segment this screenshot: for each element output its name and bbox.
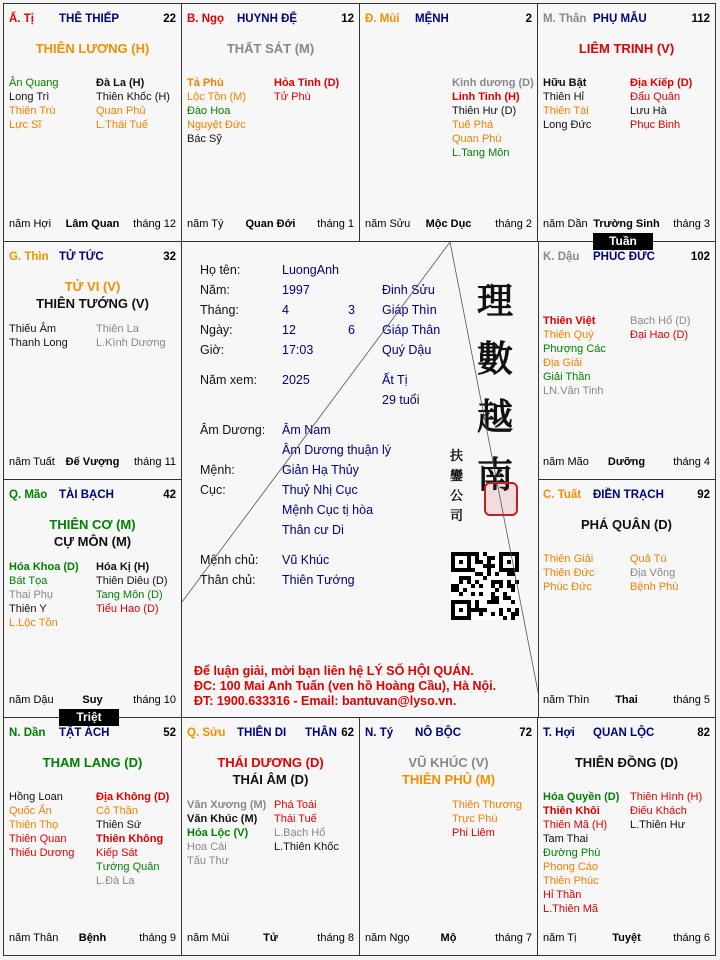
palace-branch: Q. Sửu (187, 727, 226, 739)
palace-header (543, 13, 710, 27)
palace-age-number: 112 (691, 13, 710, 25)
footer-month: tháng 11 (133, 456, 176, 468)
minor-star: L.Thiên Khốc (274, 841, 339, 853)
palace-house-name: ĐIỀN TRẠCH (593, 489, 664, 501)
palace-age-number: 42 (163, 489, 176, 501)
minor-star: Hỉ Thần (543, 889, 582, 901)
info-month-cc: Giáp Thìn (382, 303, 437, 317)
main-star: THIÊN LƯƠNG (H) (35, 41, 150, 56)
footer-month: tháng 9 (139, 932, 176, 944)
logo-char: 數 (476, 338, 513, 380)
minor-star: Thiên Hỉ (543, 91, 584, 103)
footer-phase: Quan Đới (245, 218, 296, 230)
palace-header (543, 489, 710, 503)
minor-star: Tam Thai (543, 833, 589, 845)
palace-age-number: 62 (341, 727, 354, 739)
footer-month: tháng 1 (317, 218, 354, 230)
footer-month: tháng 3 (673, 218, 710, 230)
info-hour: 17:03 (282, 343, 314, 357)
minor-star: Thiếu Dương (9, 847, 75, 859)
minor-stars-left (543, 76, 631, 132)
palace-branch: N. Dần (9, 727, 46, 739)
info-name-label: Họ tên: (200, 263, 241, 277)
minor-star: Hỏa Tinh (D) (274, 77, 340, 89)
palace-header (9, 13, 176, 27)
footer-year: năm Tý (187, 218, 224, 230)
palace-branch: G. Thìn (9, 251, 49, 263)
palace-header (9, 251, 176, 265)
logo-side-char: 司 (450, 509, 464, 524)
palace-suu[interactable] (181, 717, 360, 956)
footer-year: năm Mùi (187, 932, 230, 944)
palace-ty[interactable] (3, 3, 182, 242)
info-cuc-label: Cục: (200, 483, 226, 497)
info-menhchu: Vũ Khúc (282, 553, 330, 567)
info-view-cc: Ất Tị (382, 373, 408, 387)
minor-star: Bạch Hổ (D) (630, 315, 691, 327)
minor-star: Địa Kiếp (D) (630, 77, 693, 89)
main-stars (182, 40, 359, 57)
main-star: LIÊM TRINH (V) (578, 41, 675, 56)
minor-star: Phượng Các (543, 343, 606, 355)
footer-year: năm Dậu (9, 694, 54, 706)
minor-star: Phục Binh (630, 119, 681, 131)
palace-age-number: 52 (163, 727, 176, 739)
footer-year: năm Thìn (543, 694, 590, 706)
info-menh-label: Mệnh: (200, 463, 235, 477)
main-star: TỬ VI (V) (64, 279, 121, 294)
minor-star: L.Thiên Mã (543, 903, 599, 915)
info-day: 12 (282, 323, 296, 337)
minor-star: Văn Khúc (M) (187, 813, 258, 825)
minor-stars-right (630, 552, 716, 594)
footer-month: tháng 6 (673, 932, 710, 944)
minor-star: Tả Phù (187, 77, 224, 89)
palace-age-number: 102 (690, 251, 710, 263)
minor-stars-left (9, 322, 97, 350)
logo-char: 越 (476, 396, 513, 438)
palace-age-number: 32 (163, 251, 176, 263)
info-hour-label: Giờ: (200, 343, 225, 357)
info-month-label: Tháng: (200, 303, 239, 317)
palace-footer (9, 932, 176, 946)
main-star: CỰ MÔN (M) (53, 534, 132, 549)
palace-footer (187, 932, 354, 946)
logo-char: 南 (476, 454, 513, 496)
info-amduong-label: Âm Dương: (200, 423, 266, 437)
main-stars (538, 754, 715, 771)
contact-line: ĐT: 1900.633316 - Email: bantuvan@lyso.vn. (194, 694, 457, 708)
minor-star: Đà La (H) (96, 77, 145, 89)
minor-star: Hoa Cái (187, 841, 227, 853)
minor-star: Quan Phủ (96, 105, 146, 117)
minor-star: Đường Phù (543, 847, 601, 859)
palace-house-name: PHỤ MẪU (593, 13, 647, 25)
info-amduong: Âm Nam (282, 423, 331, 437)
footer-phase: Tử (263, 932, 278, 944)
palace-branch: K. Dậu (543, 251, 580, 263)
main-star: THIÊN PHỦ (M) (401, 772, 496, 787)
minor-star: Đẩu Quân (630, 91, 681, 103)
minor-star: Đào Hoa (187, 105, 231, 117)
footer-phase: Dưỡng (607, 456, 646, 468)
footer-year: năm Ngọ (365, 932, 410, 944)
minor-star: Thiên Sứ (96, 819, 142, 831)
palace-house-name: TẬT ÁCH (59, 727, 110, 739)
footer-year: năm Thân (9, 932, 59, 944)
than-marker: THÂN (305, 727, 337, 739)
palace-header (365, 13, 532, 27)
main-star: THIÊN ĐỒNG (D) (574, 755, 679, 770)
minor-star: Hữu Bật (543, 77, 587, 89)
minor-stars-left (9, 560, 97, 630)
minor-star: Lực Sĩ (9, 119, 42, 131)
main-star: THÁI DƯƠNG (D) (217, 755, 324, 770)
minor-star: Thiên Hình (H) (630, 791, 703, 803)
minor-star: Thiên Thương (452, 799, 523, 811)
minor-stars-right (452, 798, 538, 840)
minor-star: Hóa Kị (H) (96, 561, 150, 573)
tuan-marker: Tuần (593, 233, 653, 250)
logo-char: 理 (476, 280, 513, 322)
info-year-cc: Đinh Sửu (382, 283, 435, 297)
minor-star: Quả Tú (630, 553, 667, 565)
minor-star: Quan Phù (452, 133, 502, 145)
minor-star: L.Kình Dương (96, 337, 166, 349)
info-thanchu-label: Thân chủ: (200, 573, 256, 587)
palace-branch: Q. Mão (9, 489, 48, 501)
horoscope-chart (3, 3, 717, 957)
info-month-n: 3 (348, 303, 355, 317)
minor-star: Điếu Khách (630, 805, 687, 817)
minor-star: Thiên Đức (543, 567, 595, 579)
main-stars (4, 516, 181, 550)
minor-star: Tấu Thư (187, 855, 230, 867)
main-star: THIÊN TƯỚNG (V) (36, 296, 149, 311)
footer-month: tháng 5 (673, 694, 710, 706)
info-view-label: Năm xem: (200, 373, 257, 387)
minor-stars-right (630, 314, 716, 342)
minor-star: Kiếp Sát (96, 847, 138, 859)
minor-star: L.Lộc Tồn (9, 617, 58, 629)
palace-footer (187, 218, 354, 232)
minor-star: Linh Tinh (H) (452, 91, 520, 103)
palace-header (9, 489, 176, 503)
minor-star: Phi Liêm (452, 827, 495, 839)
info-hour-cc: Quý Dậu (382, 343, 432, 357)
minor-star: Đại Hao (D) (630, 329, 689, 341)
palace-footer (365, 218, 532, 232)
center-panel (181, 241, 539, 718)
footer-year: năm Tuất (9, 456, 55, 468)
footer-month: tháng 2 (495, 218, 532, 230)
main-star: VŨ KHÚC (V) (408, 755, 489, 770)
minor-star: Phong Cáo (543, 861, 599, 873)
minor-star: Thiên Quý (543, 329, 594, 341)
info-year-label: Năm: (200, 283, 230, 297)
minor-stars-left (543, 552, 631, 594)
info-view-year: 2025 (282, 373, 310, 387)
minor-stars-right (96, 76, 182, 132)
palace-header (187, 727, 354, 741)
palace-house-name: THÊ THIẾP (59, 13, 120, 25)
minor-stars-left (543, 314, 631, 398)
minor-star: Lộc Tồn (M) (187, 91, 247, 103)
minor-star: Thiên Hư (D) (452, 105, 517, 117)
palace-footer (365, 932, 532, 946)
info-cuc2: Mệnh Cục tị hòa (282, 503, 374, 517)
minor-star: Hóa Quyền (D) (543, 791, 620, 803)
minor-star: Hóa Khoa (D) (9, 561, 79, 573)
footer-phase: Mộ (440, 932, 457, 944)
minor-star: Tuế Phá (452, 119, 494, 131)
tam-hop-lines (182, 242, 539, 718)
palace-header (543, 727, 710, 741)
main-stars (538, 40, 715, 57)
minor-star: Thiên Thọ (9, 819, 59, 831)
minor-star: Tiểu Hao (D) (96, 603, 159, 615)
main-star: THAM LANG (D) (42, 755, 143, 770)
footer-year: năm Hợi (9, 218, 52, 230)
minor-star: Địa Giải (543, 357, 583, 369)
palace-age-number: 72 (519, 727, 532, 739)
minor-star: Thiên Việt (543, 315, 596, 327)
info-amduong2: Âm Dương thuận lý (282, 443, 391, 457)
footer-phase: Suy (82, 694, 103, 706)
minor-star: Thiên Khôi (543, 805, 600, 817)
minor-star: Phá Toái (274, 799, 317, 811)
palace-footer (543, 932, 710, 946)
minor-star: Thiếu Âm (9, 323, 57, 335)
minor-star: Giải Thần (543, 371, 591, 383)
info-day-cc: Giáp Thân (382, 323, 441, 337)
minor-stars-left (187, 798, 275, 868)
minor-star: Thiên Không (96, 833, 164, 845)
palace-house-name: NÔ BỘC (415, 727, 461, 739)
minor-star: Nguyệt Đức (187, 119, 246, 131)
palace-footer (9, 694, 176, 708)
minor-stars-right (274, 798, 360, 854)
palace-branch: M. Thân (543, 13, 587, 25)
minor-star: Thiên Khốc (H) (96, 91, 170, 103)
minor-star: Ân Quang (9, 77, 59, 89)
minor-star: Thiên Phúc (543, 875, 599, 887)
minor-star: Phúc Đức (543, 581, 592, 593)
palace-age-number: 22 (163, 13, 176, 25)
footer-month: tháng 7 (495, 932, 532, 944)
palace-branch: T. Hợi (543, 727, 575, 739)
palace-header (187, 13, 354, 27)
palace-thin[interactable] (3, 241, 182, 480)
minor-stars-right (630, 76, 716, 132)
logo-side-char: 公 (450, 489, 464, 504)
palace-header (365, 727, 532, 741)
minor-star: Bác Sỹ (187, 133, 222, 145)
minor-star: Thiên Tài (543, 105, 589, 117)
palace-branch: Đ. Mùi (365, 13, 400, 25)
minor-stars-left (187, 76, 275, 146)
footer-year: năm Tị (543, 932, 577, 944)
palace-footer (9, 218, 176, 232)
footer-month: tháng 4 (673, 456, 710, 468)
palace-footer (543, 694, 710, 708)
minor-star: Thai Phụ (9, 589, 54, 601)
main-star: THÁI ÂM (D) (232, 772, 309, 787)
footer-month: tháng 8 (317, 932, 354, 944)
palace-age-number: 2 (525, 13, 532, 25)
palace-than[interactable] (537, 3, 716, 242)
minor-star: Kình dương (D) (452, 77, 534, 89)
minor-star: Thanh Long (9, 337, 68, 349)
palace-footer (543, 218, 710, 232)
minor-stars-right (96, 560, 182, 616)
minor-star: Lưu Hà (630, 105, 667, 117)
palace-mao[interactable] (3, 479, 182, 718)
minor-stars-right (96, 322, 182, 350)
logo-side-char: 鑾 (450, 469, 464, 484)
main-stars (4, 754, 181, 771)
footer-month: tháng 10 (133, 694, 176, 706)
minor-star: Trực Phù (452, 813, 498, 825)
main-star: THIÊN CƠ (M) (49, 517, 136, 532)
minor-star: Quốc Ấn (9, 805, 52, 817)
palace-branch: C. Tuất (543, 489, 582, 501)
footer-year: năm Sửu (365, 218, 411, 230)
footer-phase: Đế Vượng (65, 456, 120, 468)
palace-age-number: 82 (697, 727, 710, 739)
minor-star: Thiên La (96, 323, 139, 335)
minor-star: Hóa Lộc (V) (187, 827, 249, 839)
palace-house-name: TỬ TỨC (59, 251, 104, 263)
palace-hoi[interactable] (537, 717, 716, 956)
minor-stars-right (630, 790, 716, 832)
palace-house-name: HUYNH ĐỆ (237, 13, 298, 25)
footer-phase: Trường Sinh (593, 218, 660, 230)
minor-star: L.Bạch Hổ (274, 827, 326, 839)
minor-stars-right (274, 76, 360, 104)
palace-dau[interactable] (537, 241, 716, 480)
minor-star: Long Đức (543, 119, 592, 131)
minor-star: Bát Tọa (9, 575, 48, 587)
palace-branch: B. Ngọ (187, 13, 225, 25)
minor-stars-left (543, 790, 631, 916)
minor-star: Thái Tuế (274, 813, 317, 825)
minor-star: Long Trì (9, 91, 50, 103)
footer-phase: Mộc Dục (425, 218, 472, 230)
minor-star: Tử Phù (274, 91, 311, 103)
logo-side-char: 扶 (450, 449, 464, 464)
minor-star: L.Thái Tuế (96, 119, 148, 131)
footer-phase: Bệnh (78, 932, 107, 944)
footer-month: tháng 12 (133, 218, 176, 230)
palace-footer (543, 456, 710, 470)
palace-dan[interactable] (3, 717, 182, 956)
triet-marker: Triệt (59, 709, 119, 726)
palace-branch: N. Tý (365, 727, 394, 739)
footer-phase: Lâm Quan (65, 218, 120, 230)
minor-star: Hồng Loan (9, 791, 63, 803)
minor-star: Tướng Quân (96, 861, 160, 873)
minor-star: L.Thiên Hư (630, 819, 686, 831)
info-year: 1997 (282, 283, 310, 297)
minor-star: Địa Võng (630, 567, 676, 579)
main-stars (538, 516, 715, 533)
footer-year: năm Mão (543, 456, 589, 468)
main-stars (182, 754, 359, 788)
minor-star: Tang Môn (D) (96, 589, 163, 601)
main-stars (4, 40, 181, 57)
palace-house-name: QUAN LỘC (593, 727, 655, 739)
palace-house-name: THIÊN DI (237, 727, 287, 739)
info-day-label: Ngày: (200, 323, 233, 337)
info-cuc3: Thân cư Di (282, 523, 344, 537)
palace-ty2[interactable] (359, 717, 538, 956)
minor-star: L.Tang Môn (452, 147, 510, 159)
palace-house-name: PHÚC ĐỨC (593, 251, 655, 263)
minor-stars-left (9, 790, 97, 860)
palace-tuat[interactable] (537, 479, 716, 718)
palace-house-name: TÀI BẠCH (59, 489, 114, 501)
info-age: 29 tuổi (382, 393, 420, 407)
info-thanchu: Thiên Tướng (282, 573, 355, 587)
main-stars (4, 278, 181, 312)
info-month: 4 (282, 303, 289, 317)
palace-footer (9, 456, 176, 470)
minor-star: LN.Văn Tinh (543, 385, 604, 397)
palace-ngo[interactable] (181, 3, 360, 242)
info-menhchu-label: Mệnh chủ: (200, 553, 259, 567)
minor-star: L.Đà La (96, 875, 135, 887)
contact-line: ĐC: 100 Mai Anh Tuấn (ven hồ Hoàng Cầu), Hà Nội. (194, 679, 497, 693)
palace-age-number: 12 (341, 13, 354, 25)
minor-star: Thiên Giải (543, 553, 594, 565)
palace-house-name: MỆNH (415, 13, 449, 25)
minor-stars-right (452, 76, 538, 160)
palace-header (543, 251, 710, 265)
minor-star: Thiên Mã (H) (543, 819, 608, 831)
minor-star: Cô Thần (96, 805, 138, 817)
footer-year: năm Dần (543, 218, 588, 230)
minor-star: Văn Xương (M) (187, 799, 267, 811)
contact-line: Để luận giải, mời bạn liên hệ LÝ SỐ HỘI QUÁN. (194, 664, 474, 678)
minor-star: Thiên Quan (9, 833, 67, 845)
info-name: LuongAnh (282, 263, 340, 277)
info-day-n: 6 (348, 323, 355, 337)
info-cuc: Thuỷ Nhị Cục (282, 483, 358, 497)
palace-branch: Ấ. Tị (9, 13, 34, 25)
minor-stars-left (9, 76, 97, 132)
main-star: PHÁ QUÂN (D) (581, 517, 672, 532)
footer-phase: Thai (615, 694, 638, 706)
palace-mui[interactable] (359, 3, 538, 242)
palace-age-number: 92 (697, 489, 710, 501)
main-stars (360, 754, 537, 788)
palace-header (9, 727, 176, 741)
minor-star: Bệnh Phù (630, 581, 679, 593)
footer-phase: Tuyệt (612, 932, 641, 944)
minor-star: Địa Không (D) (96, 791, 170, 803)
minor-stars-right (96, 790, 182, 888)
minor-star: Thiên Diêu (D) (96, 575, 168, 587)
info-menh: Giản Hạ Thủy (282, 463, 359, 477)
main-star: THẤT SÁT (M) (226, 41, 315, 56)
minor-star: Thiên Trù (9, 105, 56, 117)
minor-star: Thiên Y (9, 603, 47, 615)
